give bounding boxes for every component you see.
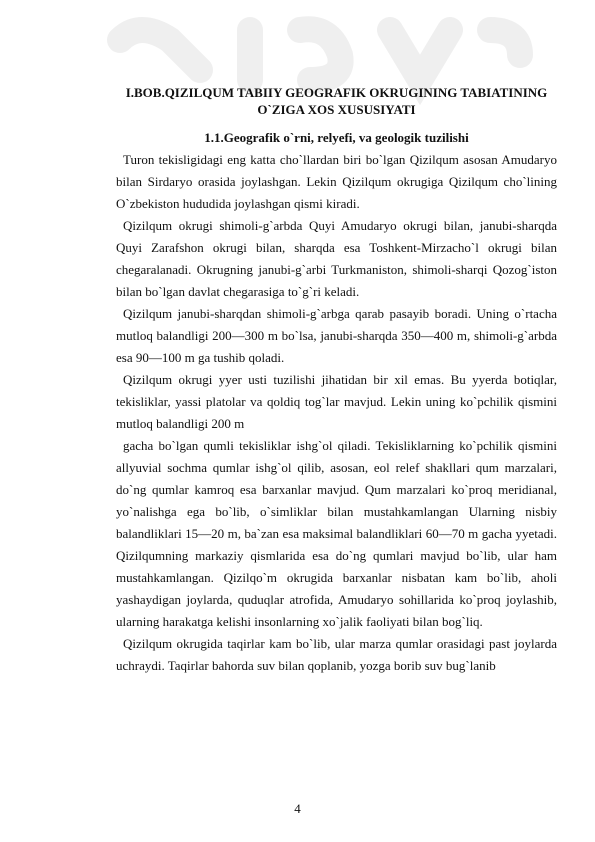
chapter-title: I.BOB.QIZILQUM TABIIY GEOGRAFIK OKRUGINING TABIATINING O`ZIGA XOS XUSUSIYATI xyxy=(125,85,548,117)
paragraph-5: gacha bo`lgan qumli tekisliklar ishg`ol qiladi. Tekisliklarning ko`pchilik qismini allyuvial sochma qumlar ishg`ol qilib, asosan, eol relef shakllari qum marzalari, do`ng qumlar kamroq esa barxanlar mavjud. Qum marzalari ko`proq meridianal, yo`nalishga ega bo`lib, o`simliklar bilan mustahkamlangan Ularning nisbiy balandliklari 15—20 m, ba`zan esa maksimal balandliklari 60—70 m gacha yyetadi. Qizilqumning markaziy qismlarida esa do`ng qumlari mavjud bo`lib, ular ham mustahkamlangan. Qizilqo`m okrugida barxanlar nisbatan kam bo`lib, aholi yashaydigan joylarda, quduqlar atrofida, Amudaryo sohillarida ko`proq joylashib, ularning harakatga kelishi insonlarning xo`jalik faoliyati bilan bog`liq. xyxy=(116,438,557,629)
document-body xyxy=(116,84,557,677)
paragraph-2: Qizilqum okrugi shimoli-g`arbda Quyi Amudaryo okrugi bilan, janubi-sharqda Quyi Zarafshon okrugi bilan, sharqda esa Toshkent-Mirzacho`l okrugi bilan chegaralanadi. Okrugning janubi-g`arbi Turkmaniston, shimoli-sharqi Qozog`iston bilan bo`lgan davlat chegarasiga to`g`ri keladi. xyxy=(116,218,557,299)
section-heading: 1.1.Geografik o`rni, relyefi, va geologik tuzilishi xyxy=(204,130,469,145)
paragraph-4: Qizilqum okrugi yyer usti tuzilishi jihatidan bir xil emas. Bu yyerda botiqlar, tekisliklar, yassi platolar va qoldiq tog`lar mavjud. Lekin uning ko`pchilik qismini mutloq balandligi 200 m xyxy=(116,372,557,431)
paragraph-1: Turon tekisligidagi eng katta cho`llardan biri bo`lgan Qizilqum asosan Amudaryo bilan Sirdaryo orasida joylashgan. Lekin Qizilqum okrugiga Qizilqum cho`lining O`zbekiston hududida joylashgan qismi kiradi. xyxy=(116,152,557,211)
paragraph-3: Qizilqum janubi-sharqdan shimoli-g`arbga qarab pasayib boradi. Uning o`rtacha mutloq balandligi 200—300 m bo`lsa, janubi-sharqda 350—400 m, shimoli-g`arbda esa 90—100 m ga tushib qoladi. xyxy=(116,306,557,365)
paragraph-6: Qizilqum okrugida taqirlar kam bo`lib, ular marza qumlar orasidagi past joylarda uchraydi. Taqirlar bahorda suv bilan qoplanib, yozga borib suv bug`lanib xyxy=(116,636,557,673)
page-number: 4 xyxy=(294,801,301,816)
